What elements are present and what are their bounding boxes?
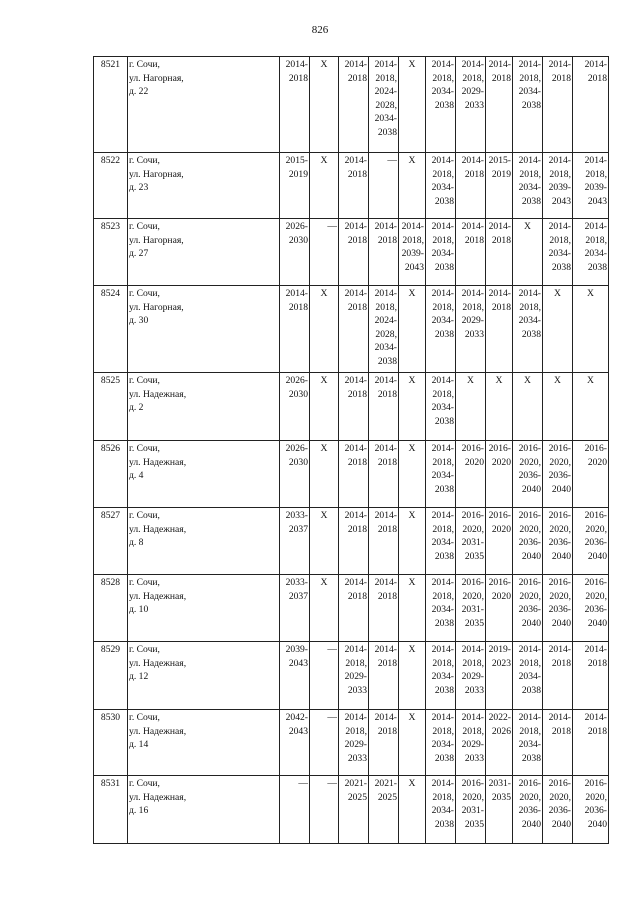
address-cell [128, 575, 280, 642]
period-cell: 2014- 2018 [369, 441, 399, 508]
period-cell: 2016- 2020, 2036- 2040 [543, 508, 573, 575]
period-cell: 2014- 2018 [369, 219, 399, 286]
period-cell: X [399, 57, 426, 153]
period-cell: 2014- 2018 [573, 57, 609, 153]
period-cell: 2014- 2018, 2039- 2043 [543, 153, 573, 219]
table-row [94, 219, 609, 286]
period-cell: 2014- 2018, 2029- 2033 [456, 57, 486, 153]
period-cell: 2014- 2018 [280, 286, 310, 373]
period-cell: 2014- 2018, 2029- 2033 [339, 642, 369, 710]
address-line: д. 14 [129, 739, 149, 751]
period-cell: 2014- 2018 [339, 219, 369, 286]
period-cell: 2022- 2026 [486, 710, 513, 776]
address-line: г. Сочи, [129, 510, 160, 521]
period-cell: 2026- 2030 [280, 219, 310, 286]
address-line: ул. Нагорная, [129, 72, 184, 84]
address-line: ул. Надежная, [129, 388, 187, 400]
period-cell: X [399, 508, 426, 575]
period-cell: 2016- 2020, 2036- 2040 [543, 575, 573, 642]
period-cell: 2016- 2020, 2036- 2040 [513, 776, 543, 844]
period-cell: X [456, 373, 486, 441]
address-line: д. 23 [129, 182, 149, 194]
row-number: 8521 [94, 57, 128, 153]
period-cell: 2014- 2018 [369, 710, 399, 776]
period-cell: X [310, 286, 339, 373]
period-cell: 2014- 2018 [486, 219, 513, 286]
period-cell: 2016- 2020, 2036- 2040 [513, 441, 543, 508]
address-line: ул. Надежная, [129, 657, 187, 669]
period-cell: 2019- 2023 [486, 642, 513, 710]
period-cell: 2014- 2018, 2034- 2038 [426, 373, 456, 441]
period-cell: 2014- 2018 [369, 508, 399, 575]
address-line: ул. Нагорная, [129, 234, 184, 246]
address-line: ул. Надежная, [129, 523, 187, 535]
address-cell [128, 373, 280, 441]
address-cell [128, 219, 280, 286]
address-line: ул. Надежная, [129, 725, 187, 737]
period-cell: 2014- 2018 [573, 710, 609, 776]
period-cell: X [573, 286, 609, 373]
table-row [94, 441, 609, 508]
period-cell: 2014- 2018, 2034- 2038 [513, 153, 543, 219]
address-line: г. Сочи, [129, 778, 160, 789]
period-cell: — [310, 219, 339, 286]
period-cell: 2014- 2018, 2029- 2033 [339, 710, 369, 776]
address-line: д. 16 [129, 805, 149, 817]
address-line: г. Сочи, [129, 577, 160, 588]
period-cell: 2014- 2018 [339, 153, 369, 219]
row-number: 8527 [94, 508, 128, 575]
period-cell: 2014- 2018 [486, 57, 513, 153]
period-cell: 2014- 2018 [369, 575, 399, 642]
period-cell: X [399, 710, 426, 776]
period-cell: X [310, 57, 339, 153]
table-row [94, 57, 609, 153]
period-cell: X [310, 508, 339, 575]
address-cell [128, 776, 280, 844]
address-cell [128, 710, 280, 776]
period-cell: — [280, 776, 310, 844]
period-cell: X [513, 373, 543, 441]
table-row [94, 710, 609, 776]
period-cell: 2016- 2020, 2036- 2040 [573, 575, 609, 642]
address-line: д. 30 [129, 315, 149, 327]
period-cell: 2014- 2018 [456, 153, 486, 219]
table-row [94, 153, 609, 219]
table-row [94, 575, 609, 642]
row-number: 8531 [94, 776, 128, 844]
address-line: д. 2 [129, 402, 144, 414]
period-cell: 2016- 2020, 2036- 2040 [573, 508, 609, 575]
address-line: г. Сочи, [129, 59, 160, 70]
period-cell: 2015- 2019 [486, 153, 513, 219]
address-cell [128, 642, 280, 710]
table-row [94, 642, 609, 710]
period-cell: 2014- 2018, 2034- 2038 [513, 57, 543, 153]
address-line: г. Сочи, [129, 443, 160, 454]
period-cell: 2014- 2018, 2034- 2038 [513, 642, 543, 710]
period-cell: 2014- 2018 [543, 57, 573, 153]
period-cell: 2014- 2018, 2034- 2038 [426, 710, 456, 776]
period-cell: 2016- 2020, 2036- 2040 [573, 776, 609, 844]
period-cell: 2014- 2018, 2029- 2033 [456, 710, 486, 776]
period-cell: — [369, 153, 399, 219]
address-cell [128, 153, 280, 219]
period-cell: 2014- 2018 [369, 642, 399, 710]
address-cell [128, 508, 280, 575]
period-cell: X [310, 575, 339, 642]
address-line: ул. Нагорная, [129, 301, 184, 313]
address-line: д. 8 [129, 537, 144, 549]
address-line: ул. Надежная, [129, 791, 187, 803]
period-cell: X [399, 441, 426, 508]
period-cell: 2014- 2018 [543, 642, 573, 710]
period-cell: X [543, 373, 573, 441]
table-row [94, 508, 609, 575]
period-cell: X [399, 776, 426, 844]
period-cell: — [310, 776, 339, 844]
address-line: г. Сочи, [129, 155, 160, 166]
period-cell: 2016- 2020, 2036- 2040 [543, 776, 573, 844]
address-line: г. Сочи, [129, 712, 160, 723]
address-line: г. Сочи, [129, 644, 160, 655]
period-cell: 2014- 2018, 2034- 2038 [426, 57, 456, 153]
row-number: 8530 [94, 710, 128, 776]
period-cell: 2014- 2018 [369, 373, 399, 441]
period-cell: — [310, 642, 339, 710]
period-cell: 2014- 2018, 2034- 2038 [573, 219, 609, 286]
period-cell: 2033- 2037 [280, 508, 310, 575]
address-line: ул. Надежная, [129, 456, 187, 468]
period-cell: X [399, 153, 426, 219]
period-cell: 2016- 2020, 2036- 2040 [513, 508, 543, 575]
period-cell: 2014- 2018, 2034- 2038 [426, 441, 456, 508]
table-row [94, 286, 609, 373]
period-cell: 2014- 2018 [339, 441, 369, 508]
period-cell: 2014- 2018, 2024- 2028, 2034- 2038 [369, 286, 399, 373]
address-line: д. 4 [129, 470, 144, 482]
period-cell: 2016- 2020 [486, 441, 513, 508]
period-cell: 2014- 2018, 2034- 2038 [426, 642, 456, 710]
period-cell: 2014- 2018, 2024- 2028, 2034- 2038 [369, 57, 399, 153]
period-cell: 2014- 2018, 2029- 2033 [456, 286, 486, 373]
address-cell [128, 441, 280, 508]
address-line: ул. Надежная, [129, 590, 187, 602]
row-number: 8522 [94, 153, 128, 219]
period-cell: 2014- 2018 [339, 286, 369, 373]
address-line: д. 12 [129, 671, 149, 683]
period-cell: 2021- 2025 [339, 776, 369, 844]
period-cell: X [310, 441, 339, 508]
period-cell: 2016- 2020, 2036- 2040 [543, 441, 573, 508]
period-cell: 2014- 2018, 2034- 2038 [426, 286, 456, 373]
address-line: д. 27 [129, 248, 149, 260]
period-cell: 2014- 2018, 2039- 2043 [573, 153, 609, 219]
period-cell: 2014- 2018 [339, 575, 369, 642]
period-cell: 2014- 2018, 2034- 2038 [426, 219, 456, 286]
period-cell: 2014- 2018, 2034- 2038 [426, 776, 456, 844]
row-number: 8528 [94, 575, 128, 642]
period-cell: — [310, 710, 339, 776]
period-cell: 2014- 2018, 2034- 2038 [543, 219, 573, 286]
period-cell: 2016- 2020, 2031- 2035 [456, 508, 486, 575]
row-number: 8529 [94, 642, 128, 710]
period-cell: 2014- 2018, 2034- 2038 [426, 153, 456, 219]
address-line: д. 10 [129, 604, 149, 616]
row-number: 8525 [94, 373, 128, 441]
period-cell: 2016- 2020 [486, 508, 513, 575]
table-body [94, 57, 609, 844]
period-cell: X [399, 575, 426, 642]
period-cell: 2016- 2020, 2036- 2040 [513, 575, 543, 642]
address-cell [128, 57, 280, 153]
period-cell: 2031- 2035 [486, 776, 513, 844]
period-cell: 2014- 2018, 2034- 2038 [513, 710, 543, 776]
period-cell: 2039- 2043 [280, 642, 310, 710]
period-cell: 2014- 2018 [339, 57, 369, 153]
period-cell: 2026- 2030 [280, 441, 310, 508]
period-cell: 2014- 2018 [339, 508, 369, 575]
period-cell: 2016- 2020 [573, 441, 609, 508]
period-cell: 2014- 2018, 2034- 2038 [426, 575, 456, 642]
row-number: 8523 [94, 219, 128, 286]
address-line: ул. Нагорная, [129, 168, 184, 180]
address-line: д. 22 [129, 86, 149, 98]
period-cell: 2021- 2025 [369, 776, 399, 844]
period-cell: 2016- 2020, 2031- 2035 [456, 575, 486, 642]
housing-schedule-table [93, 56, 609, 844]
period-cell: X [399, 373, 426, 441]
period-cell: 2014- 2018, 2034- 2038 [513, 286, 543, 373]
table-row [94, 776, 609, 844]
period-cell: X [310, 153, 339, 219]
period-cell: 2014- 2018 [573, 642, 609, 710]
period-cell: 2014- 2018, 2039- 2043 [399, 219, 426, 286]
period-cell: 2014- 2018 [456, 219, 486, 286]
period-cell: 2014- 2018 [486, 286, 513, 373]
period-cell: X [399, 286, 426, 373]
period-cell: 2014- 2018, 2029- 2033 [456, 642, 486, 710]
period-cell: 2026- 2030 [280, 373, 310, 441]
period-cell: 2033- 2037 [280, 575, 310, 642]
period-cell: X [543, 286, 573, 373]
period-cell: 2014- 2018 [339, 373, 369, 441]
period-cell: 2014- 2018 [280, 57, 310, 153]
table-row [94, 373, 609, 441]
period-cell: 2015- 2019 [280, 153, 310, 219]
address-line: г. Сочи, [129, 221, 160, 232]
address-line: г. Сочи, [129, 375, 160, 386]
period-cell: 2042- 2043 [280, 710, 310, 776]
row-number: 8526 [94, 441, 128, 508]
period-cell: 2016- 2020 [486, 575, 513, 642]
row-number: 8524 [94, 286, 128, 373]
period-cell: 2016- 2020, 2031- 2035 [456, 776, 486, 844]
period-cell: X [310, 373, 339, 441]
period-cell: 2014- 2018 [543, 710, 573, 776]
period-cell: 2016- 2020 [456, 441, 486, 508]
period-cell: 2014- 2018, 2034- 2038 [426, 508, 456, 575]
page-number: 826 [311, 24, 329, 36]
period-cell: X [573, 373, 609, 441]
period-cell: X [486, 373, 513, 441]
address-line: г. Сочи, [129, 288, 160, 299]
period-cell: X [513, 219, 543, 286]
period-cell: X [399, 642, 426, 710]
address-cell [128, 286, 280, 373]
